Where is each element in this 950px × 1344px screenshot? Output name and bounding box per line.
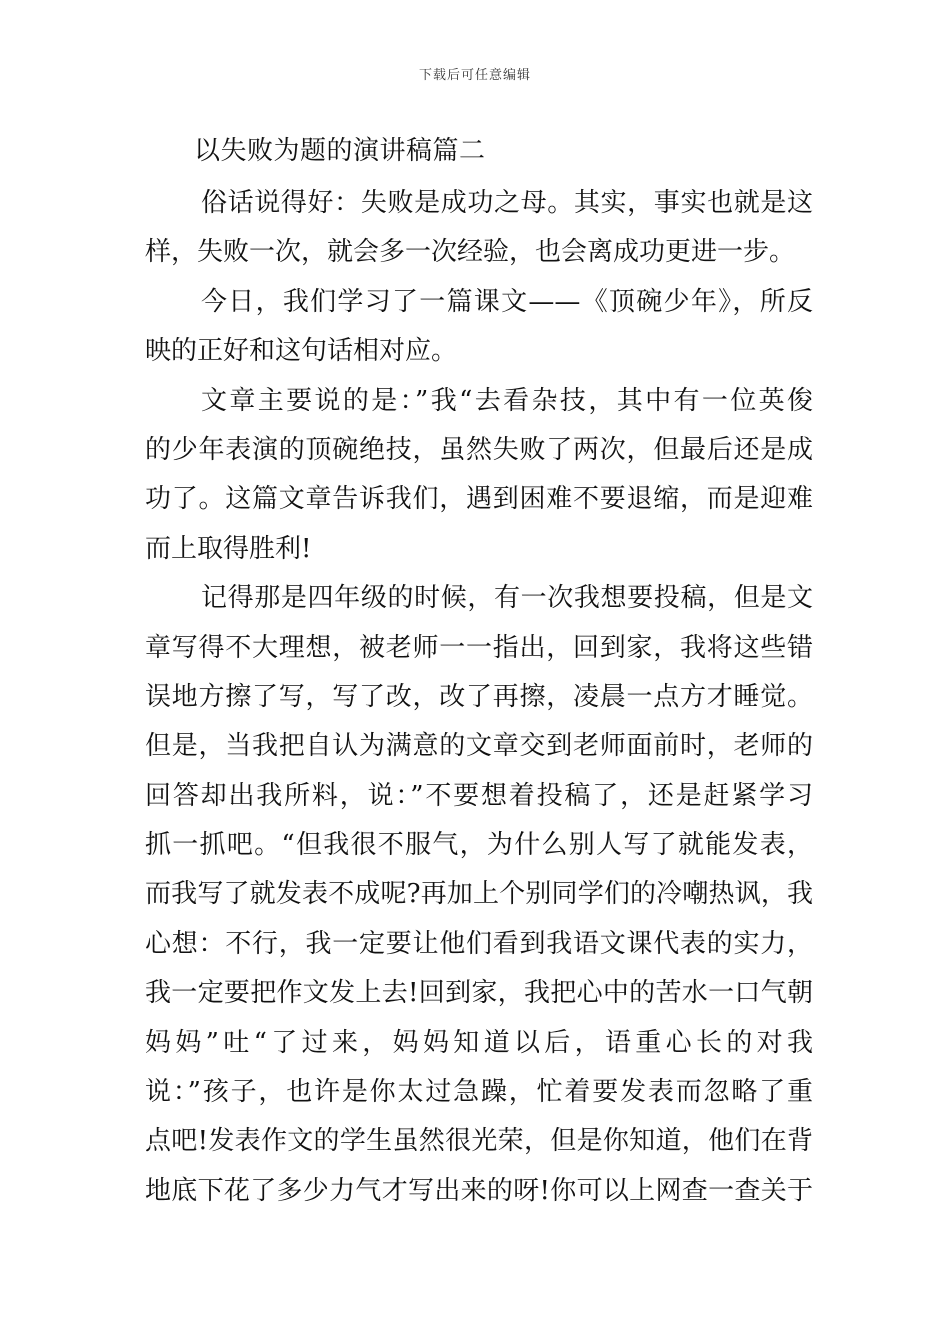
body-line: 地底下花了多少力气才写出来的呀!你可以上网查一查关于 (145, 1175, 813, 1206)
body-line: 但是，当我把自认为满意的文章交到老师面前时，老师的 (145, 731, 813, 762)
body-line: 我一定要把作文发上去!回到家，我把心中的苦水一口气朝 (145, 978, 813, 1009)
body-line: 映的正好和这句话相对应。 (145, 336, 458, 367)
document-body (145, 179, 813, 1216)
body-line: 样，失败一次，就会多一次经验，也会离成功更进一步。 (145, 237, 796, 268)
body-line: 妈妈”吐“了过来，妈妈知道以后，语重心长的对我 (145, 1027, 813, 1058)
body-line: 文章主要说的是：”我“去看杂技，其中有一位英俊 (201, 385, 813, 416)
body-line: 点吧!发表作文的学生虽然很光荣，但是你知道，他们在背 (145, 1126, 813, 1157)
body-line: 抓一抓吧。“但我很不服气，为什么别人写了就能发表， (145, 830, 813, 861)
body-line: 说：”孩子，也许是你太过急躁，忙着要发表而忽略了重 (145, 1077, 813, 1108)
body-line: 的少年表演的顶碗绝技，虽然失败了两次，但最后还是成 (145, 434, 813, 465)
body-line: 今日，我们学习了一篇课文——《顶碗少年》，所反 (201, 286, 813, 317)
body-line: 俗话说得好：失败是成功之母。其实，事实也就是这 (201, 188, 813, 218)
body-line: 功了。这篇文章告诉我们，遇到困难不要退缩，而是迎难 (145, 484, 813, 515)
body-line: 回答却出我所料，说：”不要想着投稿了，还是赶紧学习 (145, 780, 813, 811)
body-line: 而我写了就发表不成呢?再加上个别同学们的冷嘲热讽，我 (145, 879, 813, 910)
body-line: 章写得不大理想，被老师一一指出，回到家，我将这些错 (145, 632, 813, 663)
body-line: 而上取得胜利! (145, 533, 312, 564)
document-title: 以失败为题的演讲稿篇二 (194, 136, 486, 166)
page-header-note: 下载后可任意编辑 (418, 68, 531, 83)
body-line: 记得那是四年级的时候，有一次我想要投稿，但是文 (201, 583, 813, 614)
body-line: 误地方擦了写，写了改，改了再擦，凌晨一点方才睡觉。 (145, 681, 813, 712)
body-line: 心想：不行，我一定要让他们看到我语文课代表的实力， (145, 928, 813, 959)
